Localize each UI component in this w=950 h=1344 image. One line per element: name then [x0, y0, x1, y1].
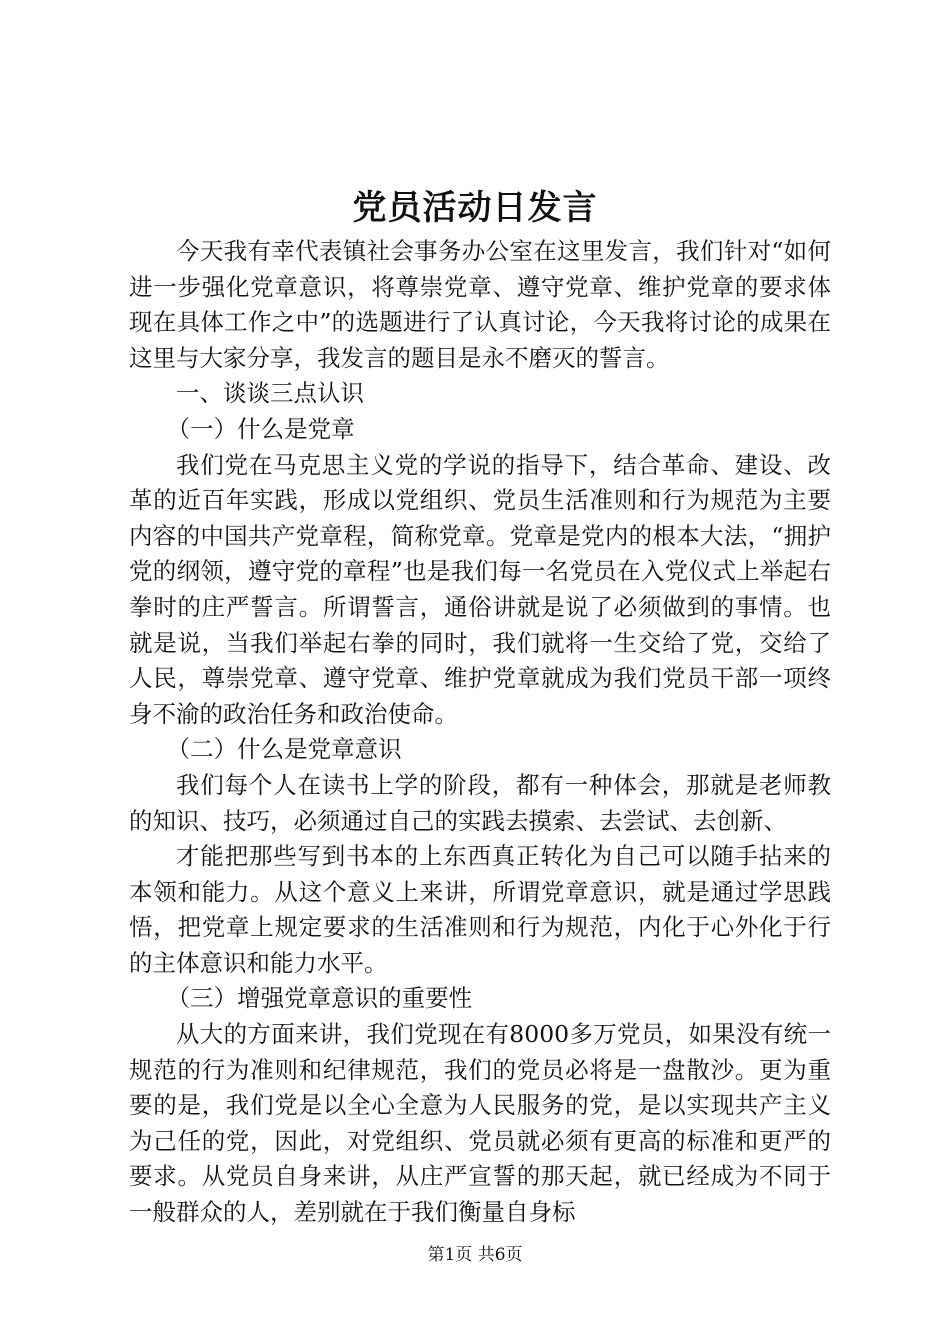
page-footer: 第1页 共6页: [427, 1245, 523, 1265]
section-heading-1: 一、谈谈三点认识: [176, 379, 364, 408]
subsection-heading-3: （三）增强党章意识的重要性: [166, 984, 473, 1013]
document-body: [129, 234, 831, 1231]
paragraph-importance: 从大的方面来讲，我们党现在有8000多万党员，如果没有统一规范的行为准则和纪律规范，我们的党员必将是一盘散沙。更为重要的是，我们党是以全心全意为人民服务的党，是以实现共产主义为己任的党，因此，对党组织、党员就必须有更高的标准和更严的要求。从党员自身来讲，从庄严宣誓的那天起，就已经成为不同于一般群众的人，差别就在于我们衡量自身标: [129, 1020, 831, 1227]
paragraph-awareness-2: 才能把那些写到书本的上东西真正转化为自己可以随手拈来的本领和能力。从这个意义上来讲，所谓党章意识，就是通过学思践悟，把党章上规定要求的生活准则和行为规范，内化于心外化于行的主体意识和能力水平。: [129, 842, 831, 977]
page-title: 党员活动日发言: [352, 188, 598, 228]
paragraph-intro: 今天我有幸代表镇社会事务办公室在这里发言，我们针对“如何进一步强化党章意识，将尊崇党章、遵守党章、维护党章的要求体现在具体工作之中”的选题进行了认真讨论，今天我将讨论的成果在这里与大家分享，我发言的题目是永不磨灭的誓言。: [129, 237, 831, 372]
paragraph-awareness-1: 我们每个人在读书上学的阶段，都有一种体会，那就是老师教的知识、技巧，必须通过自己的实践去摸索、去尝试、去创新、: [129, 770, 831, 835]
subsection-heading-2: （二）什么是党章意识: [166, 735, 402, 764]
subsection-heading-1: （一）什么是党章: [166, 414, 355, 443]
paragraph-party-constitution: 我们党在马克思主义党的学说的指导下，结合革命、建设、改革的近百年实践，形成以党组织、党员生活准则和行为规范为主要内容的中国共产党章程，简称党章。党章是党内的根本大法，“拥护党的纲领，遵守党的章程”也是我们每一名党员在入党仪式上举起右拳时的庄严誓言。所谓誓言，通俗讲就是说了必须做到的事情。也就是说，当我们举起右拳的同时，我们就将一生交给了党，交给了人民，尊崇党章、遵守党章、维护党章就成为我们党员干部一项终身不渝的政治任务和政治使命。: [129, 450, 831, 728]
